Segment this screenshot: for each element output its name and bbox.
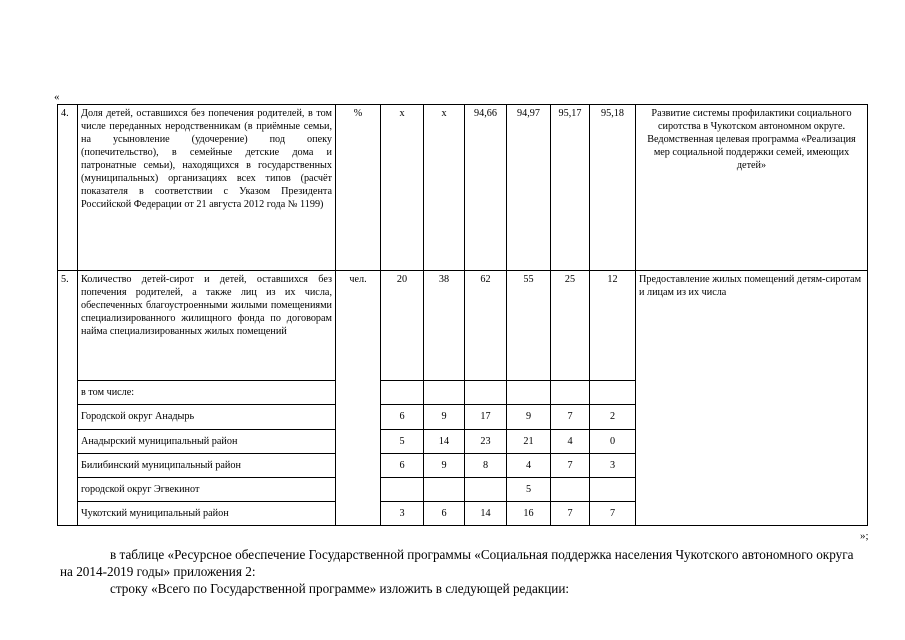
- value-cell: 94,66: [465, 105, 507, 271]
- value-cell: 17: [465, 405, 507, 430]
- value-cell: 23: [465, 430, 507, 454]
- value-cell: 14: [465, 502, 507, 526]
- program-cell: Предоставление жилых помещений детям-сиротам и лицам из их числа: [636, 271, 868, 526]
- subrow-name: Городской округ Анадырь: [78, 405, 336, 430]
- value-cell: 16: [507, 502, 551, 526]
- value-cell: [551, 381, 590, 405]
- value-cell: [424, 381, 465, 405]
- value-cell: 14: [424, 430, 465, 454]
- value-cell: [507, 381, 551, 405]
- table-row: [58, 271, 868, 381]
- row-number: 4.: [58, 105, 78, 271]
- closing-quote: »;: [860, 530, 869, 542]
- value-cell: 94,97: [507, 105, 551, 271]
- value-cell: 12: [590, 271, 636, 381]
- subrow-name: Билибинский муниципальный район: [78, 454, 336, 478]
- value-cell: 95,18: [590, 105, 636, 271]
- subrow-name: Чукотский муниципальный район: [78, 502, 336, 526]
- table-row: [58, 105, 868, 271]
- value-cell: 5: [507, 478, 551, 502]
- value-cell: [465, 478, 507, 502]
- value-cell: 0: [590, 430, 636, 454]
- subrow-name: городской округ Эгвекинот: [78, 478, 336, 502]
- value-cell: 9: [424, 405, 465, 430]
- value-cell: [424, 478, 465, 502]
- value-cell: 62: [465, 271, 507, 381]
- value-cell: 5: [381, 430, 424, 454]
- subrow-name: Анадырский муниципальный район: [78, 430, 336, 454]
- unit-cell: %: [336, 105, 381, 271]
- unit-cell: чел.: [336, 271, 381, 526]
- value-cell: 6: [381, 405, 424, 430]
- indicator-description: Количество детей-сирот и детей, оставшихся без попечения родителей, а также лиц из их числа, обеспеченных благоустроенными жилыми помещениями специализированного жилищного фонда по договорам найма специализированных жилых помещений: [78, 271, 336, 381]
- value-cell: [551, 478, 590, 502]
- value-cell: 7: [551, 454, 590, 478]
- indicators-table: [57, 104, 868, 526]
- value-cell: 3: [381, 502, 424, 526]
- opening-quote: «: [54, 91, 60, 103]
- value-cell: [381, 478, 424, 502]
- value-cell: 95,17: [551, 105, 590, 271]
- value-cell: 4: [551, 430, 590, 454]
- value-cell: 21: [507, 430, 551, 454]
- value-cell: [590, 381, 636, 405]
- value-cell: 4: [507, 454, 551, 478]
- value-cell: 7: [590, 502, 636, 526]
- value-cell: [381, 381, 424, 405]
- value-cell: [465, 381, 507, 405]
- subrow-name: в том числе:: [78, 381, 336, 405]
- value-cell: 7: [551, 405, 590, 430]
- value-cell: 6: [424, 502, 465, 526]
- value-cell: x: [424, 105, 465, 271]
- value-cell: [590, 478, 636, 502]
- value-cell: 7: [551, 502, 590, 526]
- value-cell: 8: [465, 454, 507, 478]
- amendment-paragraph: строку «Всего по Государственной программе» изложить в следующей редакции:: [110, 581, 570, 596]
- value-cell: 3: [590, 454, 636, 478]
- indicator-description: Доля детей, оставшихся без попечения родителей, в том числе переданных неродственникам (в приёмные семьи, на усыновление (удочерение) под опеку (попечительство), в семейные детские дома и патронатные семьи), находящихся в государственных (муниципальных) организациях всех типов (расчёт показателя в соответствии с Указом Президента Российской Федерации от 21 августа 2012 года № 1199): [78, 105, 336, 271]
- row-number: 5.: [58, 271, 78, 526]
- value-cell: 25: [551, 271, 590, 381]
- value-cell: x: [381, 105, 424, 271]
- value-cell: 55: [507, 271, 551, 381]
- value-cell: 9: [507, 405, 551, 430]
- value-cell: 20: [381, 271, 424, 381]
- amendment-paragraph: в таблице «Ресурсное обеспечение Государственной программы «Социальная поддержка населения Чукотского автономного округа на 2014-2019 годы» приложения 2:: [60, 547, 854, 579]
- program-cell: Развитие системы профилактики социального сиротства в Чукотском автономном округе. Ведомственная целевая программа «Реализация мер социальной поддержки семей, имеющих детей»: [636, 105, 868, 271]
- value-cell: 38: [424, 271, 465, 381]
- value-cell: 6: [381, 454, 424, 478]
- value-cell: 9: [424, 454, 465, 478]
- value-cell: 2: [590, 405, 636, 430]
